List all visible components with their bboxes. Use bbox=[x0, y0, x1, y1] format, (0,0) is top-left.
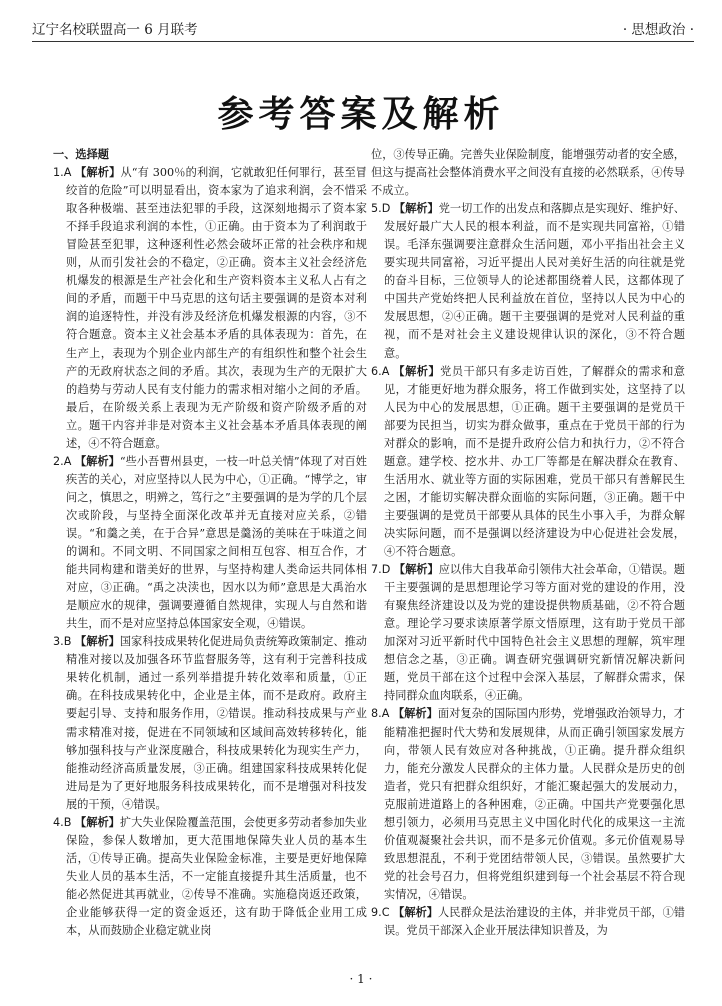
right-column bbox=[371, 146, 685, 940]
item-number: 1. bbox=[53, 166, 64, 180]
item-answer: B bbox=[63, 635, 72, 649]
item-tag: 【解析】 bbox=[393, 905, 439, 919]
item-number: 4. bbox=[53, 815, 64, 829]
item-answer: A bbox=[63, 166, 72, 180]
item-tag: 【解析】 bbox=[393, 202, 439, 216]
page-title: 参考答案及解析 bbox=[217, 94, 505, 135]
answer-item-7 bbox=[371, 561, 685, 705]
item-text: 面对复杂的国际国内形势，党增强政治领导力，才能精准把握时代大势和发展规律，从而正确引领国家发展方向，带领人民有效应对各种挑战，①正确。提升群众组织力，能充分激发人民群众的主体力量。人民群众是历史的创造者，党只有把群众组织好，才能汇聚起强大的发展动力，克服前进道路上的各种困难，②正确。中国共产党要强化思想引领力，必须用马克思主义中国化时代化的成果这一主流价值观凝聚社会共识，而不是多元价值观。多元价值观易导致思想混乱，不利于党团结带领人民，③错误。虽然要扩大党的社会号召力，但将党组织建到每一个社会基层不符合现实情况，④错误。 bbox=[384, 707, 685, 901]
item-tag: 【解析】 bbox=[74, 815, 120, 829]
item-text: “些小吾曹州县吏，一枝一叶总关情”体现了对百姓疾苦的关心，对应坚持以人民为中心，①正确。“博学之，审问之，慎思之，明辨之，笃行之”主要强调的是为学的几个层次或阶段，与坚持全面深化改革并无直接对应关系，②错误。“和羹之美，在于合异”意思是羹汤的美味在于味道之间的调和。不同文明、不同国家之间相互包容、相互合作，才能共同构建和谐美好的世界，与坚持构建人类命运共同体相对应，③正确。“禹之决渎也，因水以为师”意思是大禹治水是顺应水的规律，强调要遵循自然规律，实现人与自然和谐共生，而不是对应坚持总体国家安全观，④错误。 bbox=[66, 454, 367, 631]
answer-item-8 bbox=[371, 705, 685, 904]
item-answer: A bbox=[381, 707, 390, 721]
item-number: 9. bbox=[371, 905, 382, 919]
page-header bbox=[32, 6, 694, 42]
item-text: 人民群众是法治建设的主体，并非党员干部，①错误。党员干部深入企业开展法律知识普及，为 bbox=[384, 905, 685, 938]
answer-item-6 bbox=[371, 363, 685, 562]
item-tag: 【解析】 bbox=[392, 707, 438, 721]
item-answer: A bbox=[381, 364, 390, 378]
item-text: 应以伟大自我革命引领伟大社会革命，①错误。题干主要强调的是思想理论学习等方面对党的建设的作用，没有聚焦经济建设以及为党的建设提供物质基础，②不符合题意。理论学习要求读原著学原文悟原理，这有助于党员干部加深对习近平新时代中国特色社会主义思想的理解，筑牢理想信念之基，③正确。调查研究强调研究新情况解决新问题，党员干部在这个过程中会深入基层，了解群众需求，保持同群众血肉联系，④正确。 bbox=[384, 563, 685, 703]
item-number: 3. bbox=[53, 635, 64, 649]
page-number: · 1 · bbox=[349, 972, 373, 986]
item-number: 2. bbox=[53, 454, 64, 468]
item-answer: C bbox=[381, 905, 390, 919]
left-column bbox=[53, 146, 367, 940]
answer-item-4 bbox=[53, 814, 367, 940]
answer-item-9 bbox=[371, 904, 685, 940]
item-number: 5. bbox=[371, 202, 382, 216]
item-number: 6. bbox=[371, 364, 382, 378]
answer-item-3 bbox=[53, 633, 367, 813]
answer-item-5 bbox=[371, 200, 685, 362]
header-left-text: 辽宁名校联盟高一 6 月联考 bbox=[32, 22, 198, 38]
answer-item-1 bbox=[53, 164, 367, 453]
continuation-text: 位，③传导正确。完善失业保险制度，能增强劳动者的安全感，但这与提高社会整体消费水平之间没有直接的必然联系，④传导不成立。 bbox=[371, 148, 685, 198]
item-tag: 【解析】 bbox=[74, 454, 120, 468]
item-tag: 【解析】 bbox=[74, 635, 120, 649]
item-text: 党一切工作的出发点和落脚点是实现好、维护好、发展好最广大人民的根本利益，而不是实现共同富裕，①错误。毛泽东强调要注意群众生活问题，邓小平指出社会主义要实现共同富裕，习近平提出人民对美好生活的向往就是党的奋斗目标，三位领导人的论述都围绕着人民，这都体现了中国共产党始终把人民利益放在首位，坚持以人民为中心的发展思想，②④正确。题干主要强调的是党对人民利益的重视，而不是对社会主义建设规律认识的深化，③不符合题意。 bbox=[384, 202, 685, 360]
item-text: 从“有 300％的利润，它就敢犯任何罪行，甚至冒绞首的危险”可以明显看出，资本家为了追求利润，会不惜采取各种极端、甚至违法犯罪的手段，这深刻地揭示了资本家不择手段追求利润的本性，①正确。由于资本为了利润敢于冒险甚至犯罪，这种逐利性必然会破坏正常的社会秩序和规则，从而引发社会的不稳定，②正确。资本主义社会经济危机爆发的根源是生产社会化和生产资料资本主义私人占有之间的矛盾，而题干中马克思的这句话主要强调的是资本对利润的追逐特性，并没有涉及经济危机爆发根源的内容，③不符合题意。资本主义社会基本矛盾的具体表现为：首先，在生产上，表现为个别企业内部生产的有组织性和整个社会生产的无政府状态之间的矛盾。其次，表现为生产的无限扩大的趋势与劳动人民有支付能力的需求相对缩小之间的矛盾。最后，在阶级关系上表现为无产阶级和资产阶级矛盾的对立。题干内容并非是对资本主义社会基本矛盾具体表现的阐述，④不符合题意。 bbox=[66, 166, 367, 450]
item-text: 党员干部只有多走访百姓，了解群众的需求和意见，才能更好地为群众服务，将工作做到实处，这坚持了以人民为中心的发展思想，①正确。题干主要强调的是党员干部要为民担当，切实为群众做事，重点在于党员干部的行为对群众的影响，而不是提升政府公信力和执行力，②不符合题意。建学校、挖水井、办工厂等都是在解决群众在教育、生活用水、就业等方面的实际困难，党员干部只有善解民生之困，才能切实解决群众面临的实际问题，③正确。题干中主要强调的是党员干部要从具体的民生小事入手，为群众解决实际问题，而不是强调以经济建设为中心促进社会发展，④不符合题意。 bbox=[384, 364, 685, 559]
item-number: 8. bbox=[371, 707, 382, 721]
item-tag: 【解析】 bbox=[393, 364, 441, 378]
item-answer: A bbox=[63, 454, 72, 468]
header-right-text: · 思想政治 · bbox=[622, 22, 694, 38]
answer-item-2 bbox=[53, 453, 367, 633]
item-number: 7. bbox=[371, 563, 382, 577]
item-tag: 【解析】 bbox=[393, 563, 439, 577]
item-answer: B bbox=[63, 815, 72, 829]
item-text: 国家科技成果转化促进局负责统筹政策制定、推动精准对接以及加强各环节监督服务等，这有利于完善科技成果转化机制，通过一系列举措提升转化效率和质量，①正确。在科技成果转化中，企业是主体，而不是政府。政府主要起引导、支持和服务作用，②错误。推动科技成果与产业需求精准对接，促进在不同领域和区域间高效转移转化，能够加强科技与产业深度融合，科技成果转化为现实生产力，能推动经济高质量发展，③正确。组建国家科技成果转化促进局是为了更好地服务科技成果转化，而不是增强对科技发展的干预，④错误。 bbox=[66, 635, 367, 811]
item-tag: 【解析】 bbox=[75, 166, 121, 180]
section-heading: 一、选择题 bbox=[53, 148, 109, 161]
item-text: 扩大失业保险覆盖范围，会使更多劳动者参加失业保险，参保人数增加，更大范围地保障失业人员的基本生活，①传导正确。提高失业保险金标准，主要是更好地保障失业人员的基本生活，不一定能直接提升其生活质量，也不能必然促进其再就业，②传导不准确。实施稳岗返还政策，企业能够获得一定的资金返还，这有助于降低企业用工成本，从而鼓励企业稳定就业岗 bbox=[66, 815, 367, 938]
item-answer: D bbox=[381, 202, 391, 216]
item-answer: D bbox=[381, 563, 391, 577]
